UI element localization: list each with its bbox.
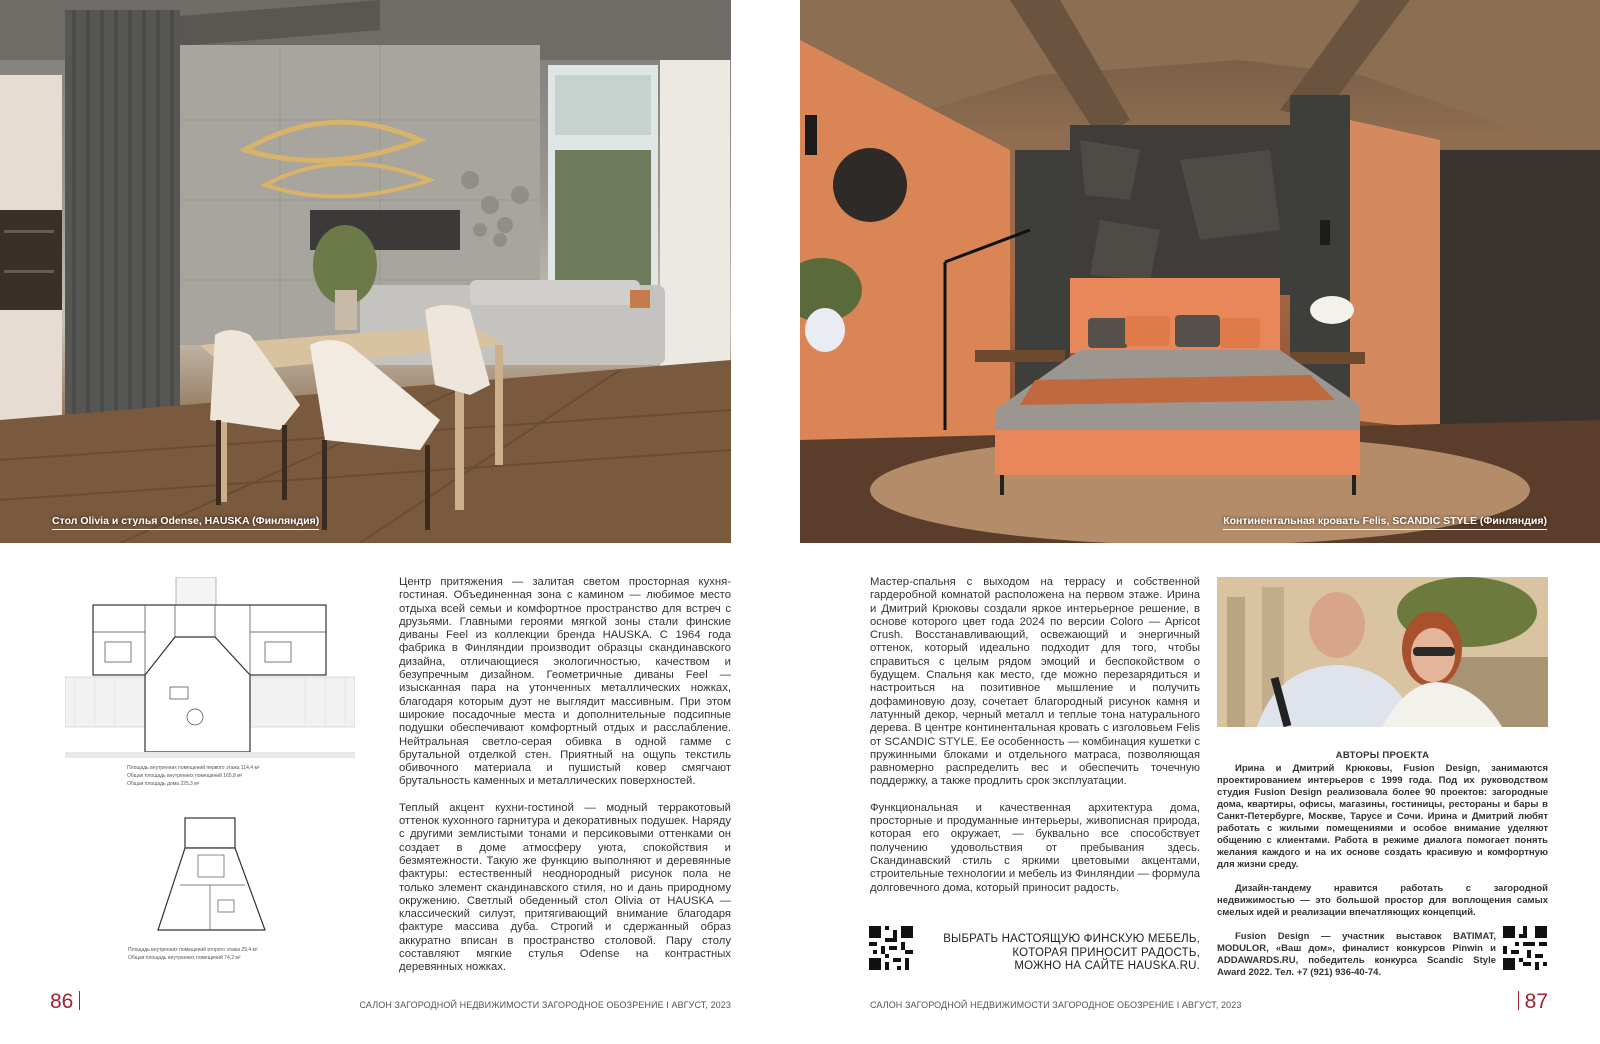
authors-heading: АВТОРЫ ПРОЕКТА: [1335, 750, 1430, 761]
authors-portrait-photo: [1217, 577, 1548, 727]
authors-info-box: [1217, 750, 1548, 979]
cta-line-2: КОТОРАЯ ПРИНОСИТ РАДОСТЬ,: [1012, 946, 1200, 959]
plan-1-note-2: Общая площадь внутренних помещений 165,8 м²: [127, 773, 243, 779]
plan-1-note-3: Общая площадь дома 225,3 м²: [127, 781, 200, 787]
folio-divider: [79, 991, 80, 1010]
left-paragraph-2: Теплый акцент кухни-гостиной — модный терракотовый оттенок кухонного гарнитура и декоративных подушек. Наряду с другими землистыми тонами и персиковыми оттенками он создает в доме атмосферу уюта, спокойствия и безмятежности. Такую же функцию выполняют и деревянные фактуры: естественный неоднородный рисунок пола не только элемент скандинавского стиля, но и дань природному окружению. Светлый обеденный стол Olivia от HAUSKA — классический силуэт, притягивающий внимание благодаря фактуре массива дуба. Строгий и сдержанный образ аккуратно вписан в пространство столовой. Пару столу составляют мягкие стулья Odense на контрастных деревянных ножках.: [399, 801, 731, 974]
qr-code-icon: [869, 926, 913, 970]
left-article-text: [399, 576, 731, 988]
hauska-qr-code[interactable]: [869, 926, 913, 970]
qr-code-icon: [1503, 926, 1547, 970]
floor-plan-first-floor-drawing: [65, 577, 355, 777]
bedroom-scene-illustration: [800, 0, 1600, 543]
authors-portrait-illustration: [1217, 577, 1548, 727]
running-title-left: САЛОН ЗАГОРОДНОЙ НЕДВИЖИМОСТИ ЗАГОРОДНОЕ ОБОЗРЕНИЕ I АВГУСТ, 2023: [359, 1000, 731, 1010]
folio-divider: [1518, 991, 1519, 1010]
right-article-text: [870, 576, 1200, 908]
plan-2-note-1: Площадь внутренних помещений второго этажа 29,4 м²: [128, 947, 258, 953]
fusion-design-qr-code[interactable]: [1503, 926, 1547, 970]
kitchen-scene-illustration: [0, 0, 731, 543]
page-number-left: [50, 990, 80, 1014]
right-paragraph-1: Мастер-спальня с выходом на террасу и собственной гардеробной комнатой расположена на первом этаже. Ирина и Дмитрий Крюковы создали яркое интерьерное решение, в основе которого цвет года 2024 по версии Coloro — Apricot Crush. Восстанавливающий, освежающий и энергичный оттенок, который идеально подходит для того, чтобы справиться с целым рядом эмоций и беспокойством о будущем. Спальня как место, где можно перезарядиться и настроиться на позитивное мышление и получить дофаминовую дозу, сочетает благородный рисунок камня и латунный декор, черный металл и теплые тона натурального дерева. В центре континентальная кровать с изголовьем Felis от SCANDIC STYLE. Ее особенность — комбинация кушетки с пружинными блоками и отдельного матраса, позволяющая равномерно распределить вес и обеспечить точечную поддержку, а также продлить срок эксплуатации.: [870, 576, 1200, 788]
plan-2-note-2: Общая площадь внутренних помещений 74,2 м²: [128, 955, 241, 961]
authors-paragraph-1: Ирина и Дмитрий Крюковы, Fusion Design, занимаются проектированием интерьеров с 1999 года. Под их руководством студия Fusion Design реализовала более 90 проектов: загородные дома, квартиры, офисы, магазины, гостиницы, рестораны и бары в Санкт-Петербурге, Москве, Тарусе и Сочи. Ирина и Дмитрий любят работать с жилыми помещениями и особое внимание уделяют общению с клиентами. Работа в режиме диалога помогает понять желания каждого и на их основе создать красивую и комфортную для жизни среду.: [1217, 763, 1548, 870]
page-number-right-value: 87: [1524, 990, 1548, 1013]
authors-paragraph-3: Fusion Design — участник выставок BATIMAT, MODULOR, «Ваш дом», финалист конкурсов Pinwin и ADDAWARDS.RU, победитель конкурса Scandic Style Award 2022. Тел. +7 (921) 936-40-74.: [1217, 931, 1496, 978]
hauska-call-to-action: [920, 933, 1200, 974]
authors-paragraph-2: Дизайн-тандему нравится работать с загородной недвижимостью — это большой простор для воплощения самых смелых идей и реализации впечатляющих концепций.: [1217, 883, 1548, 918]
running-title-right: САЛОН ЗАГОРОДНОЙ НЕДВИЖИМОСТИ ЗАГОРОДНОЕ ОБОЗРЕНИЕ I АВГУСТ, 2023: [870, 1000, 1242, 1010]
cta-line-3: МОЖНО НА САЙТЕ HAUSKA.RU.: [1014, 960, 1200, 972]
floor-plan-first-floor: [65, 577, 355, 809]
cta-line-1: ВЫБРАТЬ НАСТОЯЩУЮ ФИНСКУЮ МЕБЕЛЬ,: [943, 933, 1200, 945]
floor-plan-second-floor-drawing: [140, 810, 288, 940]
floor-plan-second-floor: [128, 810, 288, 970]
right-page: [800, 0, 1600, 1044]
kitchen-photo-caption: Стол Olivia и стулья Odense, HAUSKA (Финляндия): [52, 515, 320, 527]
page-number-right: [1518, 990, 1548, 1014]
plan-1-note-1: Площадь внутренних помещений первого этажа 114,4 м²: [127, 765, 260, 771]
left-paragraph-1: Центр притяжения — залитая светом просторная кухня-гостиная. Объединенная зона с камином — любимое место отдыха всей семьи и комфортное пространство для встреч с друзьями. Главными героями мягкой зоны стали финские диваны Feel из коллекции бренда HAUSKA. С 1964 года фабрика в Финляндии производит образцы скандинавского дизайна, отличающиеся экологичностью, качеством и безупречным дизайном. Геометричные диваны Feel — изысканная пара на утонченных металлических ножках, благодаря которым дуэт не выглядит массивным. При этом широкие посадочные места и дополнительные подсипные подушки обеспечивают комфортный отдых и расслабление. Нейтральная светло-серая обивка в одной гамме с брутальной отделкой стен. Приятный на ощупь текстиль обивочного материала и пушистый ковер смягчают брутальность каменных и металлических поверхностей.: [399, 576, 731, 788]
kitchen-dining-photo: [0, 0, 731, 543]
page-number-left-value: 86: [50, 990, 74, 1013]
bedroom-photo-caption: Континентальная кровать Felis, SCANDIC STYLE (Финляндия): [1223, 515, 1547, 527]
bedroom-photo: [800, 0, 1600, 543]
right-paragraph-2: Функциональная и качественная архитектура дома, просторные и продуманные интерьеры, живописная природа, которая его окружает, — буквально все способствует получению удовольствия от пребывания здесь. Скандинавский стиль с яркими цветовыми акцентами, строительные технологии и мебель из Финляндии — формула долговечного дома, который приносит радость.: [870, 801, 1200, 894]
